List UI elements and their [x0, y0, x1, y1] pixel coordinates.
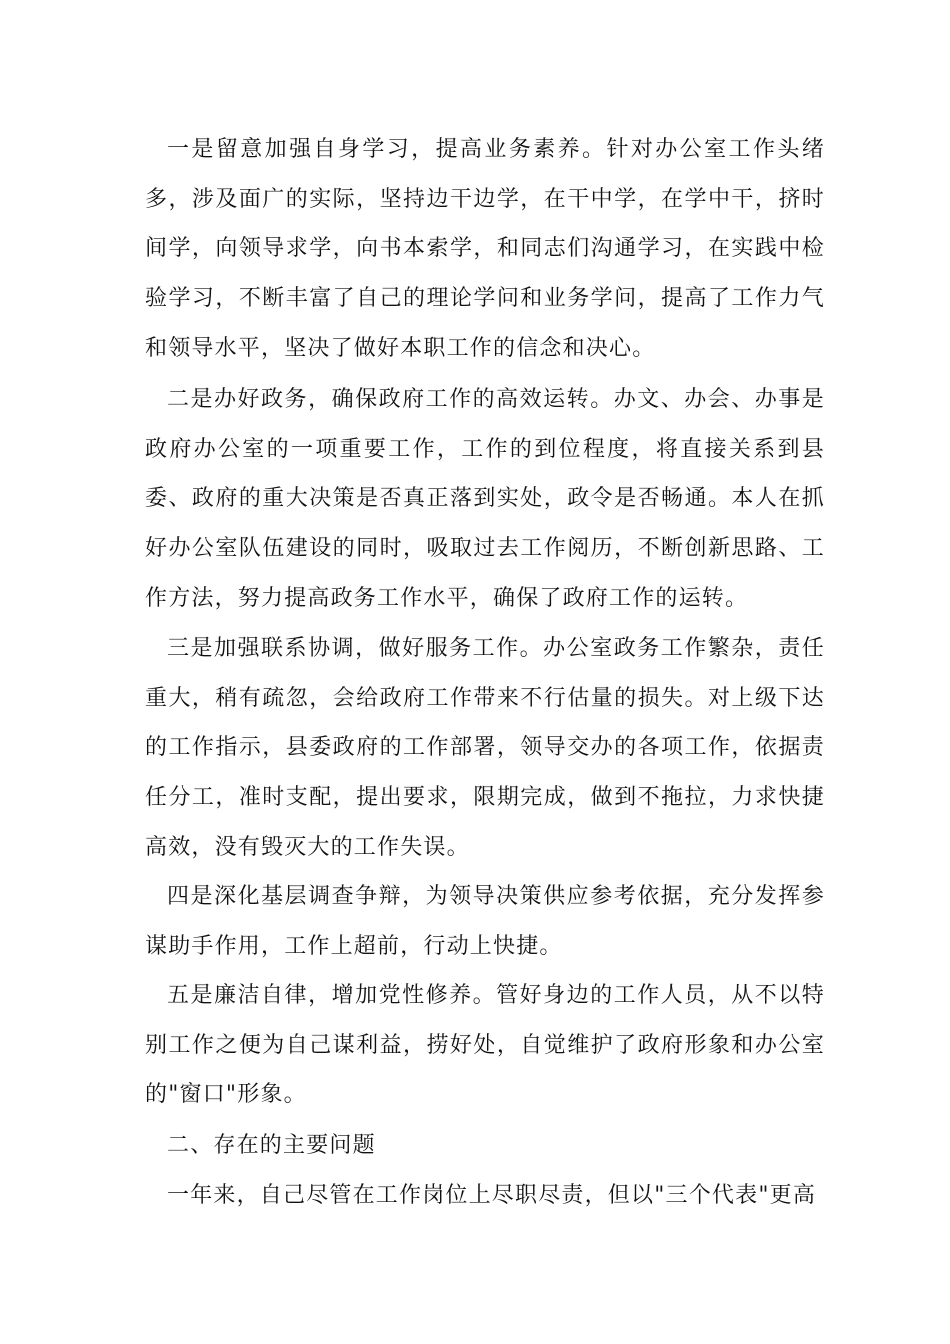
paragraph-coordination-service: 三是加强联系协调，做好服务工作。办公室政务工作繁杂，责任重大，稍有疏忽，会给政府工作带来不行估量的损失。对上级下达的工作指示，县委政府的工作部署，领导交办的各项工作，依据责任分工，准时支配，提出要求，限期完成，做到不拖拉，力求快捷高效，没有毁灭大的工作失误。 — [145, 636, 825, 860]
section-heading-main-problems: 二、存在的主要问题 — [167, 1133, 376, 1158]
paragraph-integrity: 五是廉洁自律，增加党性修养。管好身边的工作人员，从不以特别工作之便为自己谋利益，捞好处，自觉维护了政府形象和办公室的"窗口"形象。 — [145, 983, 825, 1108]
paragraph-self-study: 一是留意加强自身学习，提高业务素养。针对办公室工作头绪多，涉及面广的实际，坚持边干边学，在干中学，在学中干，挤时间学，向领导求学，向书本索学，和同志们沟通学习，在实践中检验学习，不断丰富了自己的理论学问和业务学问，提高了工作力气和领导水平，坚决了做好本职工作的信念和决心。 — [145, 137, 825, 361]
paragraph-government-affairs: 二是办好政务，确保政府工作的高效运转。办文、办会、办事是政府办公室的一项重要工作，工作的到位程度，将直接关系到县委、政府的重大决策是否真正落到实处，政令是否畅通。本人在抓好办公室队伍建设的同时，吸取过去工作阅历，不断创新思路、工作方法，努力提高政务工作水平，确保了政府工作的运转。 — [145, 387, 825, 611]
paragraph-grassroots-research: 四是深化基层调查争辩，为领导决策供应参考依据，充分发挥参谋助手作用，工作上超前，行动上快捷。 — [145, 884, 825, 959]
paragraph-year-review: 一年来，自己尽管在工作岗位上尽职尽责，但以"三个代表"更高 — [167, 1183, 817, 1208]
